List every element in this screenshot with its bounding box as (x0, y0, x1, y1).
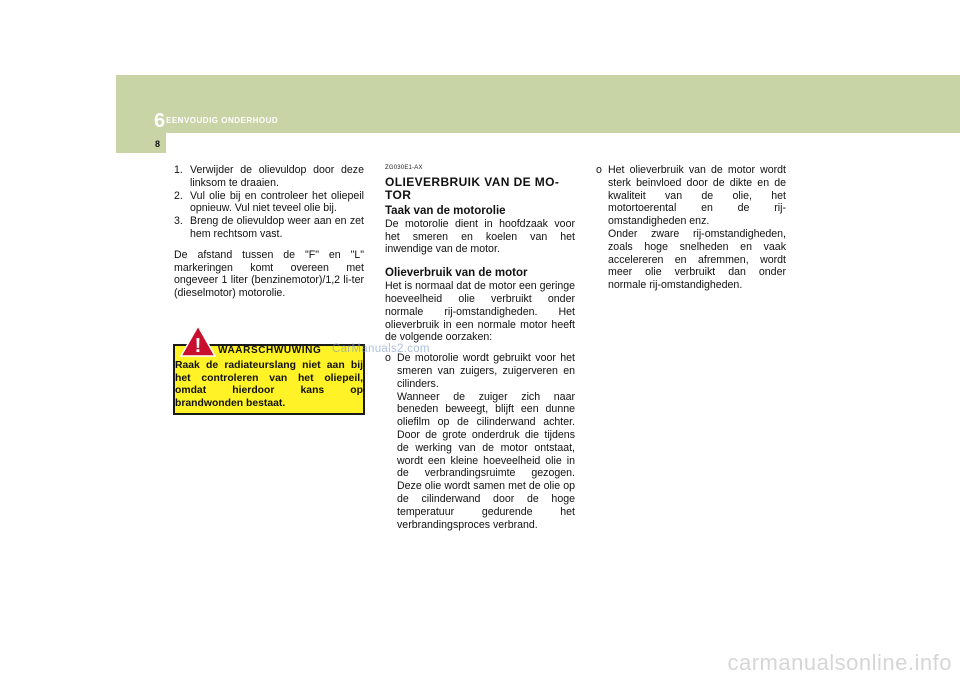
warning-exclamation: ! (194, 335, 202, 357)
subheading-oil-consumption: Olieverbruik van de motor (385, 267, 528, 280)
watermark-overlay: CarManuals2.com (332, 343, 430, 355)
section-code: ZG030E1-AX (385, 165, 423, 171)
bullet-continuation: Onder zware rij-omstandigheden, zoals hoge snelheden en vaak accelereren en afremmen, wordt meer olie verbruikt dan onder normale rij-omstandigheden. (608, 227, 786, 292)
chapter-title: EENVOUDIG ONDERHOUD (166, 116, 279, 125)
warning-title: WAARSCHWUWING (218, 345, 322, 356)
bullet-text: Het olieverbruik van de motor wordt sterk beinvloed door de dikte en de kwaliteit van de olie, het motortoerental en de rij-omstandigheden enz. (608, 164, 786, 228)
column-left (174, 164, 364, 300)
bullet-text: De motorolie wordt gebruikt voor het smeren van zuigers, zuigerveren en cilinders. (397, 352, 575, 390)
watermark-footer: carmanualsonline.info (727, 650, 952, 675)
section-heading: OLIEVERBRUIK VAN DE MO-TOR (385, 174, 560, 203)
warning-triangle-icon (180, 325, 216, 357)
intro-paragraph: De motorolie dient in hoofdzaak voor het smeren en koelen van het inwendige van de motor. (385, 217, 575, 256)
instruction-step: 1. Verwijder de olievuldop door deze linksom te draaien. (174, 164, 364, 189)
subheading-oil-task: Taak van de motorolie (385, 204, 506, 217)
list-item (385, 352, 575, 531)
column-right (596, 164, 786, 292)
bullet-marker: o (596, 164, 602, 176)
list-item (596, 164, 786, 292)
oil-mark-paragraph: De afstand tussen de "F" en "L" markeringen komt overeen met ongeveer 1 liter (benzinemotor)/1,2 li-ter (dieselmotor) motorolie. (174, 248, 364, 300)
page-number: 8 (155, 139, 161, 149)
instruction-step: 2. Vul olie bij en controleer het oliepeil opnieuw. Vul niet teveel olie bij. (174, 189, 364, 215)
warning-text: Raak de radiateurslang niet aan bij het controleren van het oliepeil, omdat hierdoor kans op brandwonden bestaat. (175, 360, 363, 409)
instruction-step: 3. Breng de olievuldop weer aan en zet hem rechtsom vast. (174, 215, 364, 240)
bullet-marker: o (385, 352, 391, 365)
consumption-paragraph: Het is normaal dat de motor een geringe hoeveelheid olie verbruikt onder normale rij-omstandigheden. Het olieverbruik in een normale motor heeft de volgende oorzaken: (385, 280, 575, 344)
chapter-number: 6 (154, 110, 166, 132)
bullet-continuation: Wanneer de zuiger zich naar beneden beweegt, blijft een dunne oliefilm op de cilinderwand achter. Door de grote onderdruk die tijdens de werking van de motor ontstaat, wordt een kleine hoeveelheid olie in de verbrandingsruimte gezogen. Deze olie wordt samen met de olie op de cilinderwand door de hoge temperatuur gedurende het verbrandingsproces verbrand. (397, 390, 575, 531)
